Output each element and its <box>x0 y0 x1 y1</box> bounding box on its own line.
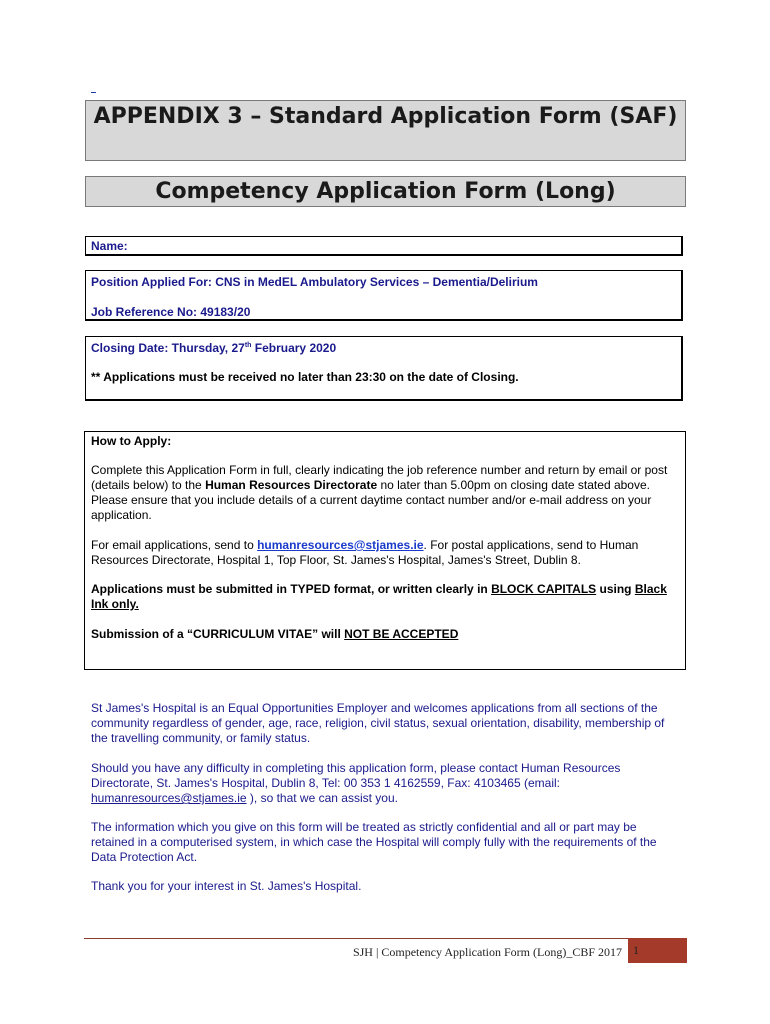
confidentiality-text: The information which you give on this form will be treated as strictly confidential and all or part may be retained in a computerised system, in which case the Hospital will comply fully with the requirements of the Data Protection Act. <box>91 820 657 864</box>
how-to-apply-para3: Applications must be submitted in TYPED format, or written clearly in BLOCK CAPITALS using Black Ink only. <box>91 582 667 611</box>
equal-opportunities-text: St James's Hospital is an Equal Opportunities Employer and welcomes applications from all sections of the community regardless of gender, age, race, religion, civil status, sexual orientation, disability, membership of the travelling community, or family status. <box>91 701 665 745</box>
how-to-apply-box <box>84 431 686 670</box>
appendix-title: APPENDIX 3 – Standard Application Form (SAF) <box>85 100 686 161</box>
decorative-mark <box>91 92 96 93</box>
page-number: 1 <box>628 938 687 963</box>
job-reference-label: Job Reference No: 49183/20 <box>91 305 251 319</box>
how-to-apply-para2: For email applications, send to humanresources@stjames.ie. For postal applications, send to Human Resources Directorate, Hospital 1, Top Floor, St. James's Hospital, James's Street, Dublin 8. <box>91 538 639 567</box>
email-link[interactable]: humanresources@stjames.ie <box>257 538 424 552</box>
closing-deadline: ** Applications must be received no later than 23:30 on the date of Closing. <box>91 370 519 384</box>
closing-date: Closing Date: Thursday, 27th February 2020 <box>91 341 337 355</box>
how-to-apply-para1: Complete this Application Form in full, clearly indicating the job reference number and return by email or post (details below) to the Human Resources Directorate no later than 5.00pm on closing date stated above. Please ensure that you include details of a current daytime contact number and/or e-mail address on your application. <box>91 463 668 522</box>
contact-email-link[interactable]: humanresources@stjames.ie <box>91 791 247 805</box>
position-box <box>85 270 683 321</box>
thank-you-text: Thank you for your interest in St. James's Hospital. <box>91 879 362 893</box>
name-field[interactable] <box>85 236 683 256</box>
how-to-apply-heading: How to Apply: <box>91 434 172 448</box>
footer-text: SJH | Competency Application Form (Long)_CBF 2017 <box>352 945 622 959</box>
footer-divider <box>84 938 628 939</box>
form-title: Competency Application Form (Long) <box>85 176 686 207</box>
name-label: Name: <box>91 239 128 253</box>
position-applied-label: Position Applied For: CNS in MedEL Ambulatory Services – Dementia/Delirium <box>91 275 538 289</box>
closing-box <box>85 336 683 401</box>
how-to-apply-para4: Submission of a “CURRICULUM VITAE” will NOT BE ACCEPTED <box>91 627 459 641</box>
difficulty-contact-text: Should you have any difficulty in completing this application form, please contact Human Resources Directorate, St. James's Hospital, Dublin 8, Tel: 00 353 1 4162559, Fax: 4103465 (email: humanresources@stjames.ie ), so that we can assist you. <box>91 761 621 805</box>
